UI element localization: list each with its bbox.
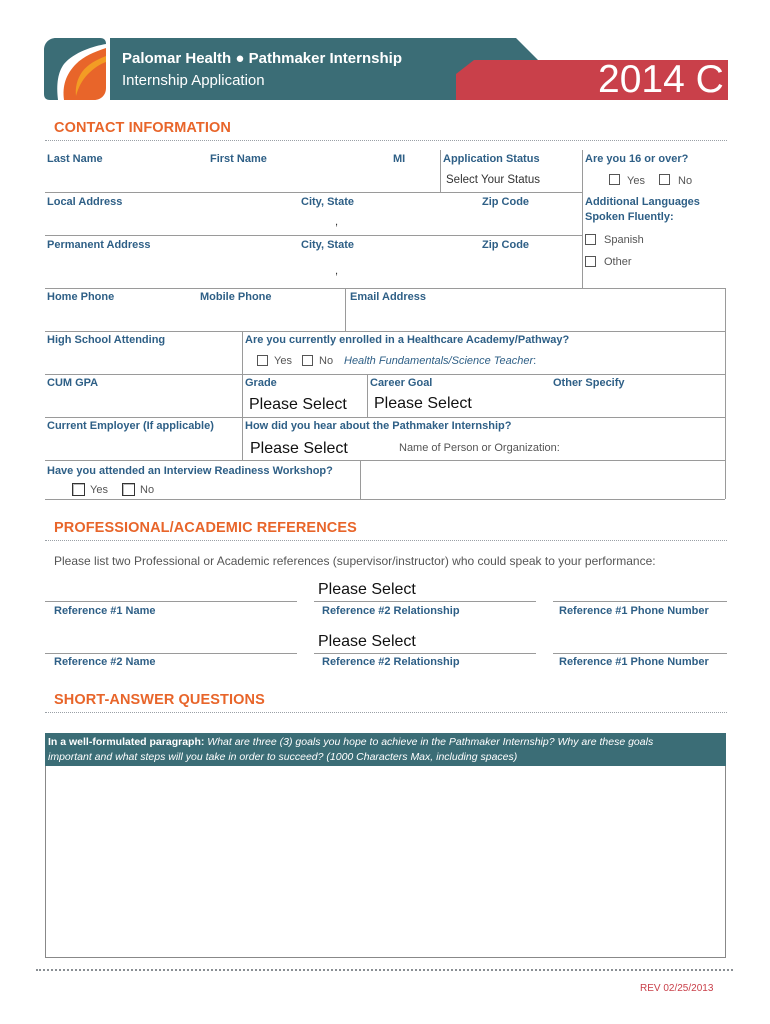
- permanent-city-state-label: City, State: [301, 239, 354, 251]
- ref2-name-label: Reference #2 Name: [54, 656, 156, 668]
- references-heading: PROFESSIONAL/ACADEMIC REFERENCES: [54, 520, 357, 536]
- workshop-yes-checkbox[interactable]: [72, 483, 85, 496]
- mi-label: MI: [393, 153, 406, 165]
- email-address-label: Email Address: [350, 291, 427, 303]
- references-intro: Please list two Professional or Academic references (supervisor/instructor) who could speak to your performance:: [54, 554, 656, 568]
- col-line-status: [440, 150, 441, 192]
- local-city-comma: ,: [335, 216, 339, 228]
- ref2-relationship-label: Reference #2 Relationship: [322, 656, 460, 668]
- row-line-2: [45, 235, 583, 236]
- ref2-phone-line: [553, 653, 727, 654]
- application-status-select[interactable]: Select Your Status: [446, 174, 540, 186]
- permanent-zip-label: Zip Code: [482, 239, 530, 251]
- local-zip-label: Zip Code: [482, 196, 530, 208]
- additional-languages-label: Additional Languages: [585, 196, 700, 208]
- application-status-label: Application Status: [443, 153, 540, 165]
- ref1-relationship-label: Reference #2 Relationship: [322, 605, 460, 617]
- name-of-person-label: Name of Person or Organization:: [399, 442, 560, 454]
- healthcare-no-checkbox[interactable]: [302, 355, 313, 366]
- career-goal-select[interactable]: Please Select: [374, 395, 472, 412]
- ref1-phone-label: Reference #1 Phone Number: [559, 605, 709, 617]
- row-line-6: [45, 417, 725, 418]
- row-line-1b: [440, 192, 583, 193]
- row-line-1: [45, 192, 440, 193]
- question-prompt-text2: important and what steps will you take in order to succeed? (1000 Characters Max, including spaces): [48, 751, 518, 763]
- home-phone-label: Home Phone: [47, 291, 115, 303]
- spanish-checkbox[interactable]: [585, 234, 596, 245]
- col-line-workshop: [360, 460, 361, 499]
- answer-textarea[interactable]: [45, 766, 726, 958]
- contact-heading: CONTACT INFORMATION: [54, 120, 231, 136]
- workshop-no-label: No: [140, 484, 155, 496]
- spanish-label: Spanish: [604, 234, 644, 246]
- row-line-3: [45, 288, 725, 289]
- permanent-address-label: Permanent Address: [47, 239, 151, 251]
- grade-label: Grade: [245, 377, 277, 389]
- ref2-rel-line: [314, 653, 536, 654]
- header-title: Palomar Health ● Pathmaker Internship: [122, 50, 402, 67]
- grade-select[interactable]: Please Select: [249, 396, 347, 413]
- row-line-5: [45, 374, 725, 375]
- col-line-hs: [242, 331, 243, 460]
- age-no-checkbox[interactable]: [659, 174, 670, 185]
- ref2-phone-label: Reference #1 Phone Number: [559, 656, 709, 668]
- first-name-label: First Name: [210, 153, 267, 165]
- row-line-7: [45, 460, 725, 461]
- question-prompt-bold: In a well-formulated paragraph:: [48, 736, 205, 748]
- other-language-checkbox[interactable]: [585, 256, 596, 267]
- healthcare-no-label: No: [319, 355, 334, 367]
- workshop-no-checkbox[interactable]: [122, 483, 135, 496]
- health-teacher-label: [344, 355, 536, 367]
- age-yes-checkbox[interactable]: [609, 174, 620, 185]
- hear-question-label: How did you hear about the Pathmaker Internship?: [245, 420, 512, 432]
- ref1-relationship-select[interactable]: Please Select: [318, 581, 416, 598]
- career-goal-label: Career Goal: [370, 377, 433, 389]
- ref1-rel-line: [314, 601, 536, 602]
- age-no-label: No: [678, 175, 693, 187]
- local-city-state-label: City, State: [301, 196, 354, 208]
- current-employer-label: Current Employer (If applicable): [47, 420, 214, 432]
- workshop-yes-label: Yes: [90, 484, 108, 496]
- healthcare-yes-checkbox[interactable]: [257, 355, 268, 366]
- short-answer-divider: [45, 712, 727, 713]
- ref2-relationship-select[interactable]: Please Select: [318, 633, 416, 650]
- header-subtitle: Internship Application: [122, 72, 265, 89]
- high-school-label: High School Attending: [47, 334, 166, 346]
- mobile-phone-label: Mobile Phone: [200, 291, 272, 303]
- health-teacher-text: Health Fundamentals/Science Teacher: [344, 355, 534, 367]
- row-line-8: [45, 499, 725, 500]
- col-line-far-right: [725, 288, 726, 499]
- healthcare-yes-label: Yes: [274, 355, 292, 367]
- spoken-fluently-label: Spoken Fluently:: [585, 211, 674, 223]
- short-answer-heading: SHORT-ANSWER QUESTIONS: [54, 692, 265, 708]
- row-line-4: [45, 331, 725, 332]
- age-question-label: Are you 16 or over?: [585, 153, 689, 165]
- col-line-career: [367, 374, 368, 417]
- ref1-name-label: Reference #1 Name: [54, 605, 156, 617]
- year-label: 2014 C: [598, 58, 724, 101]
- health-teacher-colon: :: [533, 355, 537, 367]
- workshop-question-label: Have you attended an Interview Readiness Workshop?: [47, 465, 333, 477]
- question-prompt-text1: What are three (3) goals you hope to achieve in the Pathmaker Internship? Why are these goals: [207, 736, 654, 748]
- local-address-label: Local Address: [47, 196, 123, 208]
- contact-divider: [45, 140, 727, 141]
- col-line-right: [582, 150, 583, 288]
- hear-select[interactable]: Please Select: [250, 440, 348, 457]
- permanent-city-comma: ,: [335, 265, 339, 277]
- cum-gpa-label: CUM GPA: [47, 377, 99, 389]
- revision-date: REV 02/25/2013: [640, 983, 714, 994]
- footer-divider: [36, 969, 733, 971]
- question-prompt-line1: [48, 736, 653, 748]
- ref1-phone-line: [553, 601, 727, 602]
- healthcare-question-label: Are you currently enrolled in a Healthcare Academy/Pathway?: [245, 334, 570, 346]
- ref2-name-line: [45, 653, 297, 654]
- other-specify-label: Other Specify: [553, 377, 625, 389]
- last-name-label: Last Name: [47, 153, 103, 165]
- other-language-label: Other: [604, 256, 632, 268]
- col-line-email: [345, 288, 346, 331]
- age-yes-label: Yes: [627, 175, 645, 187]
- ref1-name-line: [45, 601, 297, 602]
- references-divider: [45, 540, 727, 541]
- palomar-logo: [44, 38, 106, 100]
